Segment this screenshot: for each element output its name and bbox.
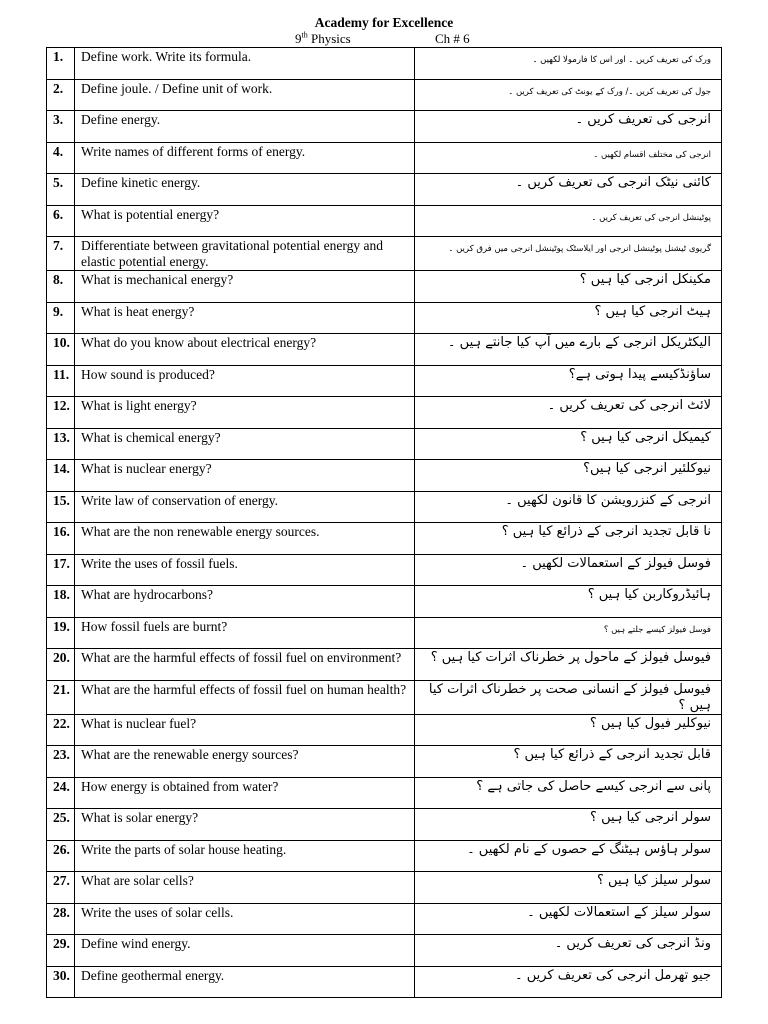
question-english: What are the renewable energy sources?: [75, 746, 415, 778]
question-english: What are hydrocarbons?: [75, 586, 415, 618]
question-row: [47, 586, 722, 618]
question-urdu: ونڈ انرجی کی تعریف کریں ۔: [415, 935, 722, 967]
question-row: [47, 617, 722, 649]
question-number: 4.: [47, 142, 75, 174]
question-english: Define work. Write its formula.: [75, 48, 415, 80]
question-english: How energy is obtained from water?: [75, 777, 415, 809]
question-number: 9.: [47, 302, 75, 334]
question-row: [47, 777, 722, 809]
question-number: 7.: [47, 237, 75, 271]
question-urdu: نیوکلیر فیول کیا ہیں ؟: [415, 714, 722, 746]
question-english: What are the harmful effects of fossil fuel on environment?: [75, 649, 415, 681]
question-urdu: گریوی ٹیشنل پوٹینشل انرجی اور ایلاسٹک پوٹینشل انرجی میں فرق کریں ۔: [415, 237, 722, 271]
question-row: [47, 48, 722, 80]
question-number: 28.: [47, 903, 75, 935]
question-urdu: انرجی کے کنزرویشن کا قانون لکھیں ۔: [415, 491, 722, 523]
question-urdu: ورک کی تعریف کریں ۔ اور اس کا فارمولا لکھیں ۔: [415, 48, 722, 80]
question-urdu: فوسل فیولز کے استعمالات لکھیں ۔: [415, 554, 722, 586]
question-english: Write law of conservation of energy.: [75, 491, 415, 523]
question-row: [47, 966, 722, 998]
question-row: [47, 428, 722, 460]
subject-name: Physics: [310, 31, 351, 46]
question-english: What are the harmful effects of fossil fuel on human health?: [75, 680, 415, 714]
question-english: What are the non renewable energy sources.: [75, 523, 415, 555]
question-english: What is solar energy?: [75, 809, 415, 841]
question-number: 13.: [47, 428, 75, 460]
question-row: [47, 903, 722, 935]
question-urdu: ساؤنڈکیسے پیدا ہوتی ہے؟: [415, 365, 722, 397]
question-urdu: سولر ہاؤس ہیٹنگ کے حصوں کے نام لکھیں ۔: [415, 840, 722, 872]
question-urdu: سولر سیلز کیا ہیں ؟: [415, 872, 722, 904]
grade-number: 9: [295, 31, 302, 46]
question-english: Define joule. / Define unit of work.: [75, 79, 415, 111]
question-english: What is heat energy?: [75, 302, 415, 334]
question-english: Write names of different forms of energy.: [75, 142, 415, 174]
question-row: [47, 397, 722, 429]
question-number: 20.: [47, 649, 75, 681]
question-urdu: ہائیڈروکاربن کیا ہیں ؟: [415, 586, 722, 618]
question-english: What is nuclear fuel?: [75, 714, 415, 746]
question-number: 26.: [47, 840, 75, 872]
question-urdu: قابل تجدید انرجی کے ذرائع کیا ہیں ؟: [415, 746, 722, 778]
question-row: [47, 523, 722, 555]
question-urdu: انرجی کی تعریف کریں ۔: [415, 111, 722, 143]
question-row: [47, 680, 722, 714]
question-row: [47, 714, 722, 746]
question-number: 2.: [47, 79, 75, 111]
question-english: What is mechanical energy?: [75, 271, 415, 303]
question-number: 12.: [47, 397, 75, 429]
question-number: 27.: [47, 872, 75, 904]
question-english: How sound is produced?: [75, 365, 415, 397]
questions-table-body: [47, 48, 722, 998]
question-english: Define wind energy.: [75, 935, 415, 967]
question-row: [47, 935, 722, 967]
question-row: [47, 840, 722, 872]
question-urdu: الیکٹریکل انرجی کے بارے میں آپ کیا جانتے ہیں ۔: [415, 334, 722, 366]
question-number: 5.: [47, 174, 75, 206]
question-number: 22.: [47, 714, 75, 746]
question-english: Define energy.: [75, 111, 415, 143]
question-english: What is chemical energy?: [75, 428, 415, 460]
question-number: 23.: [47, 746, 75, 778]
question-row: [47, 111, 722, 143]
question-english: What is light energy?: [75, 397, 415, 429]
class-subject: [295, 31, 351, 47]
question-urdu: ہیٹ انرجی کیا ہیں ؟: [415, 302, 722, 334]
question-number: 16.: [47, 523, 75, 555]
question-english: Define kinetic energy.: [75, 174, 415, 206]
question-english: What do you know about electrical energy?: [75, 334, 415, 366]
questions-table: [46, 47, 722, 998]
question-english: What is potential energy?: [75, 205, 415, 237]
question-number: 29.: [47, 935, 75, 967]
question-row: [47, 460, 722, 492]
question-row: [47, 365, 722, 397]
question-urdu: کائنی نیٹک انرجی کی تعریف کریں ۔: [415, 174, 722, 206]
question-english: How fossil fuels are burnt?: [75, 617, 415, 649]
question-row: [47, 649, 722, 681]
question-urdu: جول کی تعریف کریں ۔/ ورک کے یونٹ کی تعریف کریں ۔: [415, 79, 722, 111]
question-row: [47, 809, 722, 841]
question-number: 6.: [47, 205, 75, 237]
question-urdu: پوٹینشل انرجی کی تعریف کریں ۔: [415, 205, 722, 237]
question-number: 30.: [47, 966, 75, 998]
question-urdu: کیمیکل انرجی کیا ہیں ؟: [415, 428, 722, 460]
question-number: 25.: [47, 809, 75, 841]
question-number: 19.: [47, 617, 75, 649]
question-english: What are solar cells?: [75, 872, 415, 904]
question-row: [47, 554, 722, 586]
question-row: [47, 79, 722, 111]
question-number: 8.: [47, 271, 75, 303]
question-row: [47, 174, 722, 206]
page-title: Academy for Excellence: [314, 15, 454, 30]
question-english: Define geothermal energy.: [75, 966, 415, 998]
question-english: What is nuclear energy?: [75, 460, 415, 492]
question-number: 24.: [47, 777, 75, 809]
chapter-label: Ch # 6: [435, 31, 470, 46]
page-subtitle: [0, 31, 768, 47]
grade-suffix: th: [301, 30, 308, 40]
question-number: 11.: [47, 365, 75, 397]
question-number: 17.: [47, 554, 75, 586]
question-number: 15.: [47, 491, 75, 523]
question-urdu: پانی سے انرجی کیسے حاصل کی جاتی ہے ؟: [415, 777, 722, 809]
question-row: [47, 872, 722, 904]
question-english: Differentiate between gravitational potential energy and elastic potential energy.: [75, 237, 415, 271]
question-number: 14.: [47, 460, 75, 492]
question-urdu: فیوسل فیولز کے انسانی صحت پر خطرناک اثرات کیا ہیں ؟: [415, 680, 722, 714]
question-number: 3.: [47, 111, 75, 143]
question-urdu: جیو تھرمل انرجی کی تعریف کریں ۔: [415, 966, 722, 998]
question-urdu: مکینکل انرجی کیا ہیں ؟: [415, 271, 722, 303]
question-english: Write the uses of solar cells.: [75, 903, 415, 935]
question-urdu: نیوکلئیر انرجی کیا ہیں؟: [415, 460, 722, 492]
question-urdu: نا قابل تجدید انرجی کے ذرائع کیا ہیں ؟: [415, 523, 722, 555]
question-row: [47, 491, 722, 523]
question-row: [47, 142, 722, 174]
question-row: [47, 334, 722, 366]
question-urdu: لائٹ انرجی کی تعریف کریں ۔: [415, 397, 722, 429]
question-number: 21.: [47, 680, 75, 714]
question-number: 18.: [47, 586, 75, 618]
question-row: [47, 746, 722, 778]
question-number: 1.: [47, 48, 75, 80]
question-urdu: فیوسل فیولز کے ماحول پر خطرناک اثرات کیا ہیں ؟: [415, 649, 722, 681]
question-number: 10.: [47, 334, 75, 366]
question-row: [47, 205, 722, 237]
question-urdu: انرجی کی مختلف اقسام لکھیں ۔: [415, 142, 722, 174]
question-english: Write the uses of fossil fuels.: [75, 554, 415, 586]
question-urdu: سولر سیلز کے استعمالات لکھیں ۔: [415, 903, 722, 935]
question-english: Write the parts of solar house heating.: [75, 840, 415, 872]
question-urdu: سولر انرجی کیا ہیں ؟: [415, 809, 722, 841]
question-urdu: فوسل فیولز کیسے جلتے ہیں ؟: [415, 617, 722, 649]
question-row: [47, 237, 722, 271]
question-row: [47, 271, 722, 303]
question-row: [47, 302, 722, 334]
